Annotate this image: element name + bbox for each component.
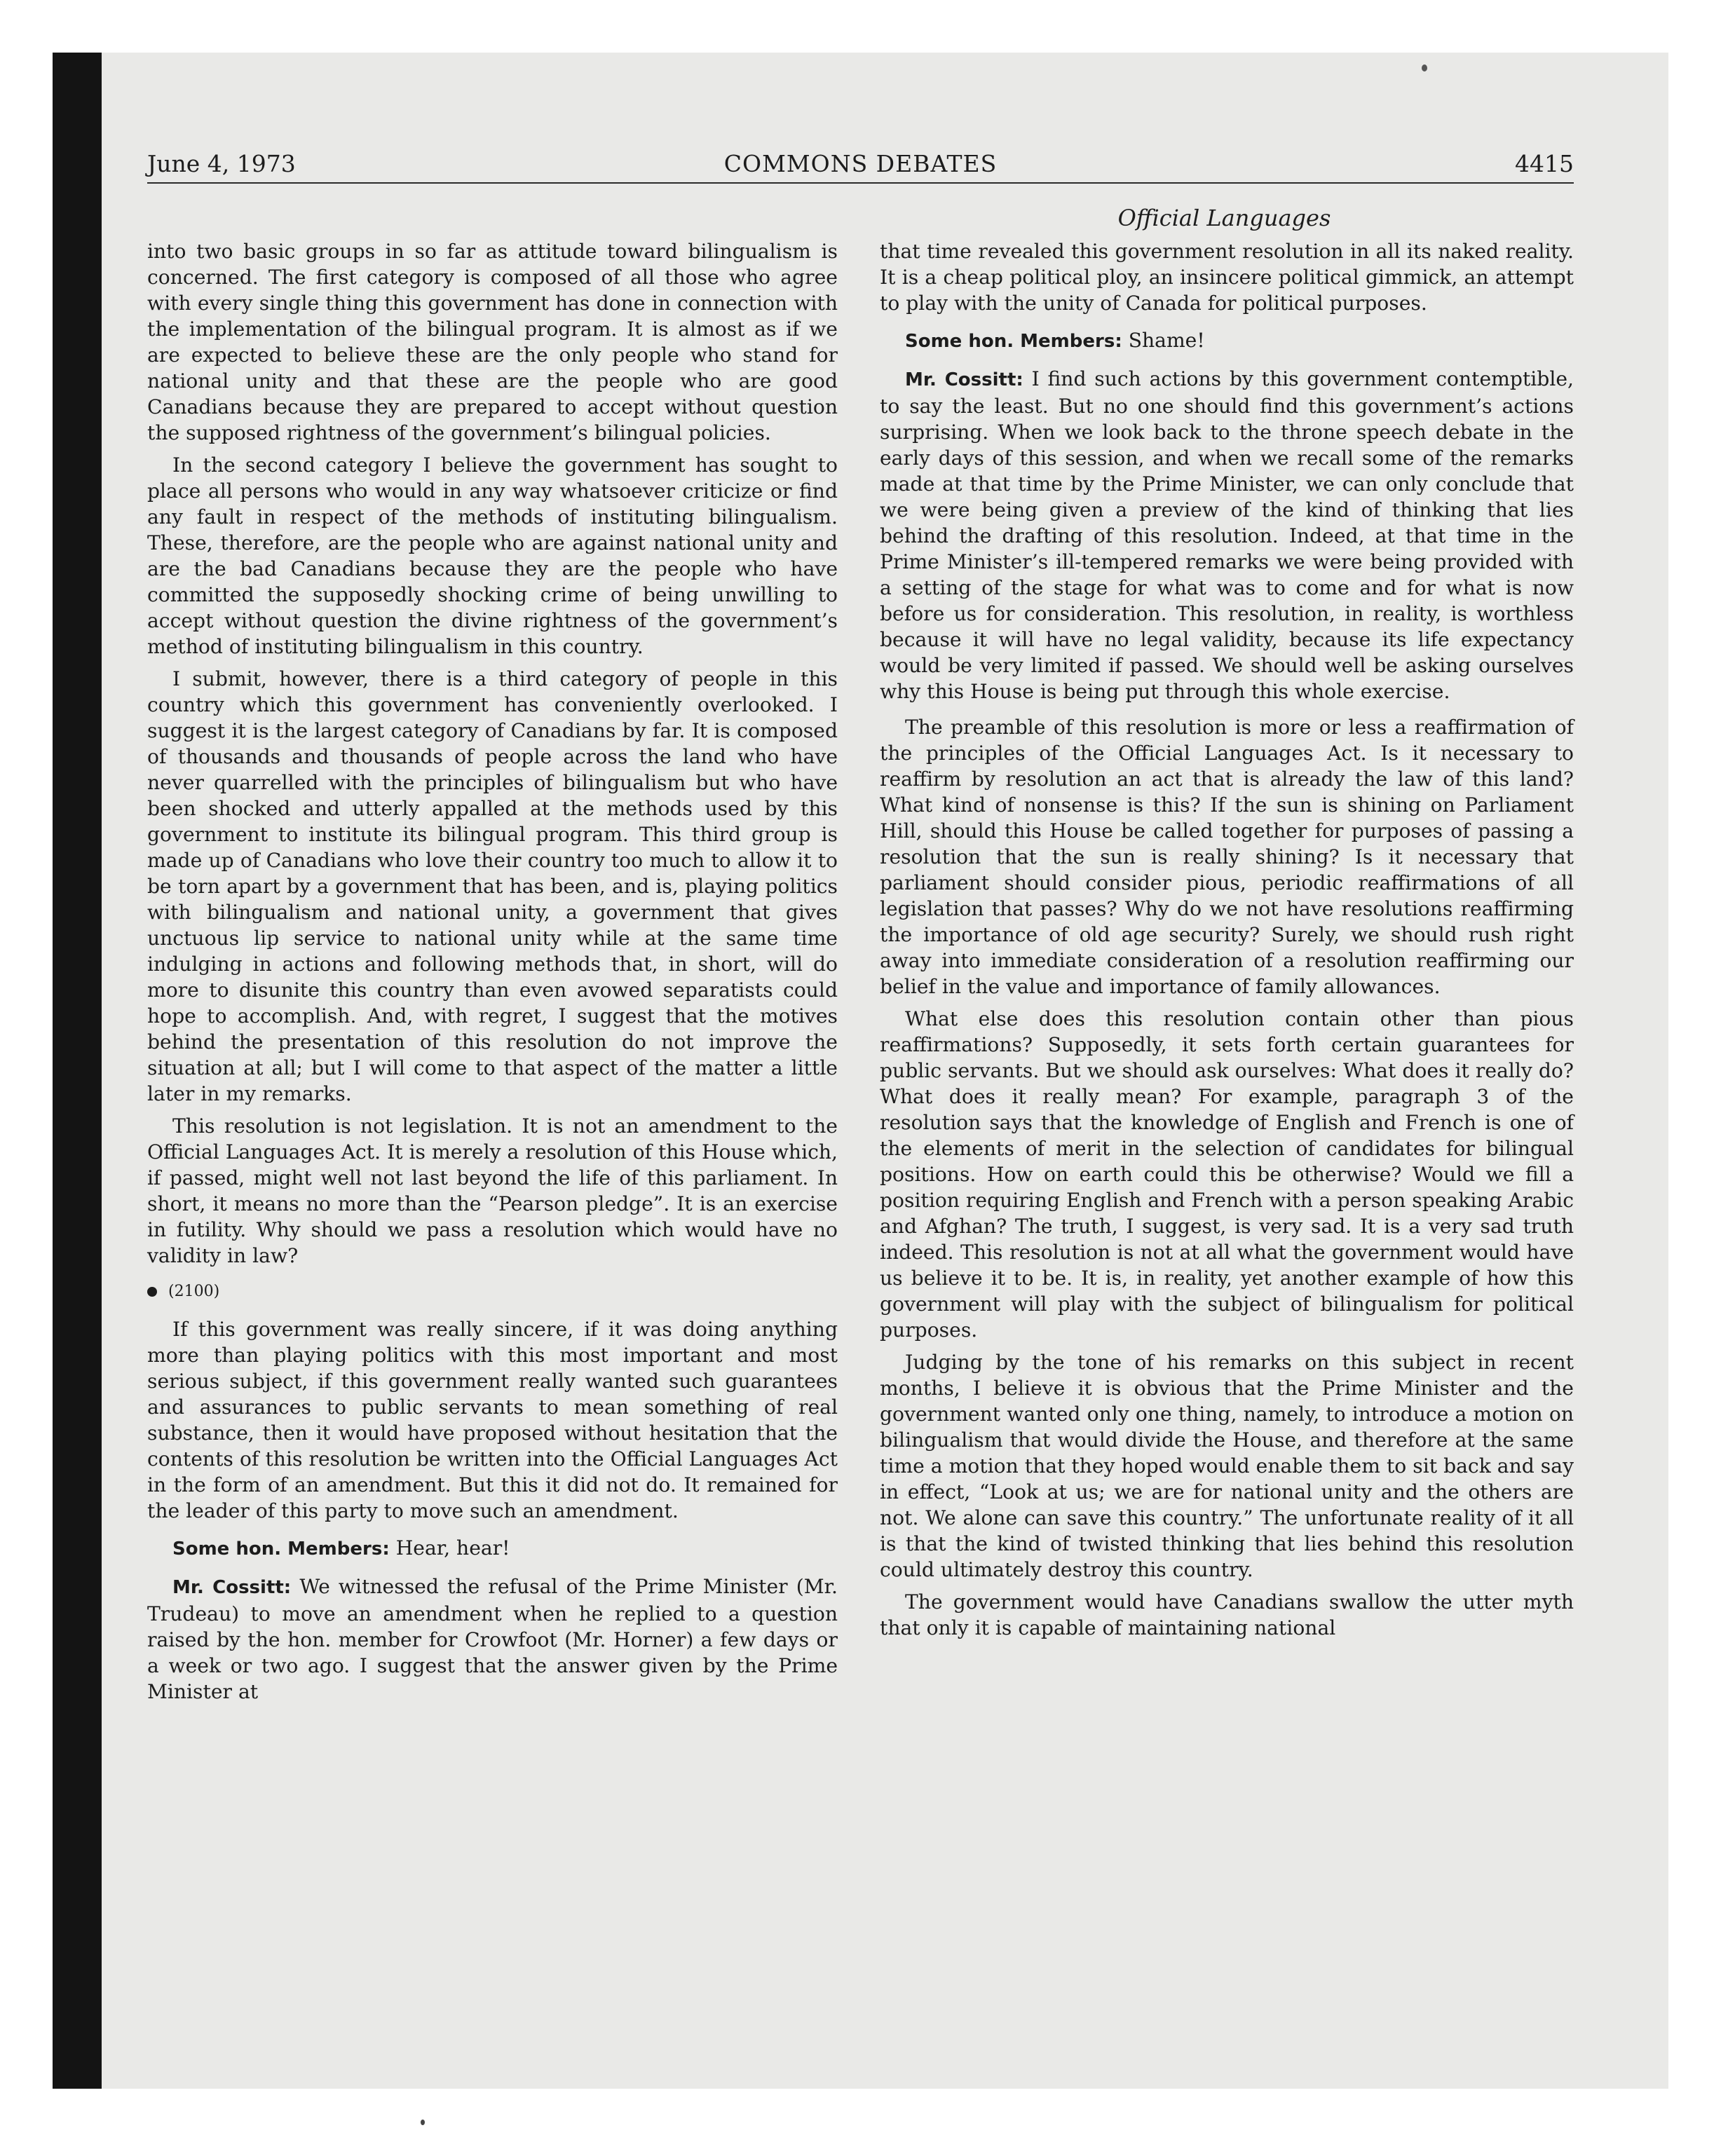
bullet-icon — [147, 1287, 157, 1297]
paragraph: If this government was really sincere, if it was doing anything more than playing politics with this most important and most serious subject, if this government really wanted such guarantees and assurances to public servants to mean something of real substance, then it would have proposed without hesitation that the contents of this resolution be written into the Official Languages Act in the form of an amendment. But this it did not do. It remained for the leader of this party to move such an amendment. — [147, 1318, 838, 1522]
paragraph: This resolution is not legislation. It is not an amendment to the Official Languages Act. It is merely a resolution of this House which, if passed, might well not last beyond the life of this parliament. In short, it means no more than the “Pearson pledge”. It is an exercise in futility. Why should we pass a resolution which would have no validity in law? — [147, 1114, 838, 1267]
speech-text: We witnessed the refusal of the Prime Minister (Mr. Trudeau) to move an amendment when he replied to a question raised by the hon. member for Crowfoot (Mr. Horner) a few days or a week or two ago. I suggest that the answer given by the Prime Minister at — [147, 1575, 838, 1703]
paragraph: The preamble of this resolution is more or less a reaffirmation of the principles of the Official Languages Act. Is it necessary to reaffirm by resolution an act that is already the law of this land? What kind of nonsense is this? If the sun is shining on Parliament Hill, should this House be called together for purposes of passing a resolution that the sun is really shining? Is it necessary that parliament should consider pious, periodic reaffirmations of all legislation that passes? Why do we not have resolutions reaffirming the importance of old age security? Surely, we should rush right away into immediate consideration of a resolution reaffirming our belief in the value and importance of family allowances. — [880, 716, 1574, 998]
header-date: June 4, 1973 — [147, 150, 296, 177]
speaker-label: Mr. Cossitt: — [905, 369, 1023, 390]
paragraph: into two basic groups in so far as attitude toward bilingualism is concerned. The first category is composed of all those who agree with every single thing this government has done in connection with the implementation of the bilingual program. It is almost as if we are expected to believe these are the only people who stand for national unity and that these are the people who are good Canadians because they are prepared to accept without question the supposed rightness of the government’s bilingual policies. — [147, 240, 838, 444]
speech-paragraph — [147, 1574, 838, 1705]
right-column — [880, 238, 1574, 1647]
left-column — [147, 238, 838, 1714]
binding-edge — [53, 53, 102, 2089]
interjection — [880, 327, 1574, 355]
dust-speck — [421, 2120, 425, 2125]
paragraph: that time revealed this government resolution in all its naked reality. It is a cheap political ploy, an insincere political gimmick, an attempt to play with the unity of Canada for political purposes. — [880, 240, 1574, 315]
interjection — [147, 1535, 838, 1562]
speech-text: I find such actions by this government contemptible, to say the least. But no one should find this government’s actions surprising. When we look back to the throne speech debate in the early days of this session, and when we recall some of the remarks made at that time by the Prime Minister, we can only conclude that we were being given a preview of the kind of thinking that lies behind the drafting of this resolution. Indeed, at that time in the Prime Minister’s ill-tempered remarks we were being provided with a setting of the stage for what was to come and for what is now before us for consideration. This resolution, in reality, is worthless because it will have no legal validity, because its life expectancy would be very limited if passed. We should well be asking ourselves why this House is being put through this whole exercise. — [880, 367, 1574, 703]
paragraph: Judging by the tone of his remarks on this subject in recent months, I believe it is obvious that the Prime Minister and the government wanted only one thing, namely, to introduce a motion on bilingualism that would divide the House, and therefore at the same time a motion that they hoped would enable them to sit back and say in effect, “Look at us; we are for national unity and the others are not. We alone can save this country.” The unfortunate reality of it all is that the kind of twisted thinking that lies behind this resolution could ultimately destroy this country. — [880, 1351, 1574, 1581]
speaker-label: Mr. Cossitt: — [172, 1577, 292, 1598]
speech-paragraph — [880, 366, 1574, 704]
page-number: 4415 — [1515, 150, 1574, 177]
paragraph: The government would have Canadians swallow the utter myth that only it is capable of maintaining national — [880, 1590, 1574, 1639]
dust-speck — [1422, 64, 1427, 71]
paragraph: What else does this resolution contain other than pious reaffirmations? Supposedly, it sets forth certain guarantees for public servants. But we should ask ourselves: What does it really do? What does it really mean? For example, paragraph 3 of the resolution says that the knowledge of English and French is one of the elements of merit in the selection of candidates for bilingual positions. How on earth could this be otherwise? Would we fill a position requiring English and French with a person speaking Arabic and Afghan? The truth, I suggest, is very sad. It is a very sad truth indeed. This resolution is not at all what the government would have us believe it to be. It is, in reality, yet another example of how this government will play with the subject of bilingualism for political purposes. — [880, 1007, 1574, 1342]
header-title: COMMONS DEBATES — [723, 150, 998, 177]
speaker-label: Some hon. Members: — [172, 1538, 390, 1560]
interjection-text: Hear, hear! — [395, 1536, 510, 1560]
speaker-label: Some hon. Members: — [905, 331, 1122, 352]
time-marker-text: (2100) — [168, 1283, 220, 1300]
paragraph: In the second category I believe the government has sought to place all persons who would in any way whatsoever criticize or find any fault in respect of the methods of instituting bilingualism. These, therefore, are the people who are against national unity and are the bad Canadians because they are the people who have committed the supposedly shocking crime of being unwilling to accept without question the divine rightness of the government’s method of instituting bilingualism in this country. — [147, 453, 838, 658]
section-heading: Official Languages — [1117, 205, 1331, 231]
header-rule — [147, 182, 1574, 184]
page-header — [147, 150, 1574, 182]
paragraph: I submit, however, there is a third category of people in this country which this government has conveniently overlooked. I suggest it is the largest category of Canadians by far. It is composed of thousands and thousands of people across the land who have never quarrelled with the principles of bilingualism but who have been shocked and utterly appalled at the methods used by this government to institute its bilingual program. This third group is made up of Canadians who love their country too much to allow it to be torn apart by a government that has been, and is, playing politics with bilingualism and national unity, a government that gives unctuous lip service to national unity while at the same time indulging in actions and following methods that, in short, will do more to disunite this country than even avowed separatists could hope to accomplish. And, with regret, I suggest that the motives behind the presentation of this resolution do not improve the situation at all; but I will come to that aspect of the matter a little later in my remarks. — [147, 667, 838, 1105]
time-marker — [147, 1281, 838, 1302]
interjection-text: Shame! — [1128, 329, 1205, 352]
